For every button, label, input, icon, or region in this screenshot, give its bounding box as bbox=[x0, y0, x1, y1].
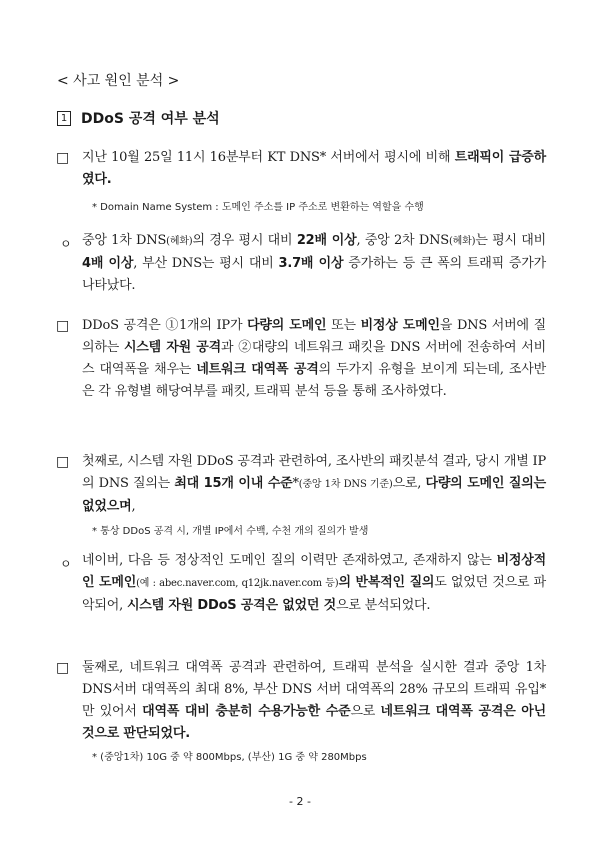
footnote-dns-definition: * Domain Name System : 도메인 주소를 IP 주소로 변환하는 역할을 수행 bbox=[92, 202, 424, 213]
p6-bold-2: 네트워크 대역폭 공격은 아닌 것으로 판단되었다. bbox=[82, 704, 546, 741]
p5-small-1: (예 : abec.naver.com, q12jk.naver.com 등) bbox=[136, 578, 339, 589]
paragraph-system-resource-analysis bbox=[82, 451, 546, 518]
p2-text-6: 증가하는 등 큰 폭의 트래픽 증가가 나타났다. bbox=[82, 256, 546, 293]
p5-text-3: 도 없었던 것으로 파악되어, bbox=[82, 575, 546, 613]
square-bullet-icon: □ bbox=[56, 660, 70, 676]
section-title-text: DDoS 공격 여부 분석 bbox=[81, 111, 220, 127]
square-bullet-icon: □ bbox=[56, 150, 70, 166]
p3-bold-1: 다량의 도메인 bbox=[247, 318, 327, 333]
p3-text-1: DDoS 공격은 ①1개의 IP가 bbox=[82, 318, 248, 333]
p3-bold-4: 네트워크 대역폭 공격 bbox=[196, 362, 319, 377]
paragraph-abnormal-domain bbox=[82, 550, 546, 617]
p3-text-2: 또는 bbox=[326, 318, 361, 333]
p4-bold-1: 최대 15개 이내 수준 bbox=[174, 476, 293, 491]
p2-text-4: 는 평시 대비 bbox=[475, 233, 547, 248]
p2-text-1: 중앙 1차 DNS bbox=[82, 233, 167, 248]
square-bullet-icon: □ bbox=[56, 318, 70, 334]
footnote-bandwidth: * (중앙1차) 10G 중 약 800Mbps, (부산) 1G 중 약 280Mbps bbox=[92, 752, 367, 763]
p5-bold-2: 의 반복적인 질의 bbox=[338, 575, 435, 590]
paragraph-traffic-surge bbox=[82, 147, 546, 191]
page-number: - 2 - bbox=[289, 795, 311, 808]
p2-bold-1: 22배 이상 bbox=[296, 233, 357, 248]
p4-text-2: * bbox=[292, 476, 299, 491]
p5-text-4: 으로 분석되었다. bbox=[335, 598, 431, 613]
paragraph-bandwidth-analysis bbox=[82, 657, 546, 745]
p6-text-1: 둘째로, 네트워크 대역폭 공격과 관련하여, 트래픽 분석을 실시한 결과 중앙 1차 DNS서버 대역폭의 최대 8%, 부산 DNS 서버 대역폭의 28% 규모의 트래픽 유입*만 있어서 bbox=[82, 660, 546, 719]
section-title bbox=[57, 108, 220, 128]
p6-text-2: 으로 bbox=[350, 704, 381, 719]
square-bullet-icon: □ bbox=[56, 454, 70, 470]
p3-text-5: 의 두가지 유형을 보이게 되는데, 조사반은 각 유형별 해당여부를 패킷, 트래픽 분석 등을 통해 조사하였다. bbox=[82, 362, 547, 399]
p2-small-1: (혜화) bbox=[166, 236, 193, 247]
footnote-ddos-queries: * 통상 DDoS 공격 시, 개별 IP에서 수백, 수천 개의 질의가 발생 bbox=[92, 526, 369, 537]
p6-bold-1: 대역폭 대비 충분히 수용가능한 수준 bbox=[142, 704, 351, 719]
section-number-box: 1 bbox=[57, 111, 71, 126]
p3-text-3: 을 DNS 서버에 질의하는 bbox=[82, 318, 546, 355]
circle-bullet-icon: ㅇ bbox=[60, 557, 72, 571]
p5-text-1: 네이버, 다음 등 정상적인 도메인 질의 이력만 존재하였고, 존재하지 않는 bbox=[82, 553, 497, 568]
p1-text: 지난 10월 25일 11시 16분부터 KT DNS* 서버에서 평시에 비해 bbox=[82, 150, 455, 165]
p4-text-1: 첫째로, 시스템 자원 DDoS 공격과 관련하여, 조사반의 패킷분석 결과, 당시 개별 IP의 DNS 질의는 bbox=[82, 454, 546, 491]
paragraph-dns-increase bbox=[82, 230, 546, 297]
p3-bold-3: 시스템 자원 공격 bbox=[123, 340, 221, 355]
p2-text-2: 의 경우 평시 대비 bbox=[192, 233, 297, 248]
p4-bold-2: 다량의 도메인 질의는 없었으며 bbox=[82, 476, 546, 514]
p2-text-5: , 부산 DNS는 평시 대비 bbox=[133, 256, 279, 271]
p5-bold-3: 시스템 자원 DDoS 공격은 없었던 것 bbox=[126, 598, 336, 613]
p3-bold-2: 비정상 도메인 bbox=[360, 318, 440, 333]
p4-text-4: , bbox=[131, 499, 136, 514]
p2-bold-2: 4배 이상 bbox=[82, 256, 134, 271]
p2-small-2: (혜화) bbox=[448, 236, 476, 247]
p5-bold-1: 비정상적인 도메인 bbox=[82, 553, 546, 590]
circle-bullet-icon: ㅇ bbox=[60, 237, 72, 251]
p3-text-4: 과 ②대량의 네트워크 패킷을 DNS 서버에 전송하여 서비스 대역폭을 채우는 bbox=[82, 340, 546, 377]
paragraph-ddos-types bbox=[82, 315, 546, 403]
p1-bold: 트래픽이 급증하였다. bbox=[82, 150, 546, 187]
p4-text-3: 으로, bbox=[392, 476, 426, 491]
p4-small-1: (중앙 1차 DNS 기준) bbox=[298, 479, 393, 490]
page-heading: < 사고 원인 분석 > bbox=[57, 73, 180, 89]
p2-bold-3: 3.7배 이상 bbox=[278, 256, 344, 271]
p2-text-3: , 중앙 2차 DNS bbox=[356, 233, 449, 248]
